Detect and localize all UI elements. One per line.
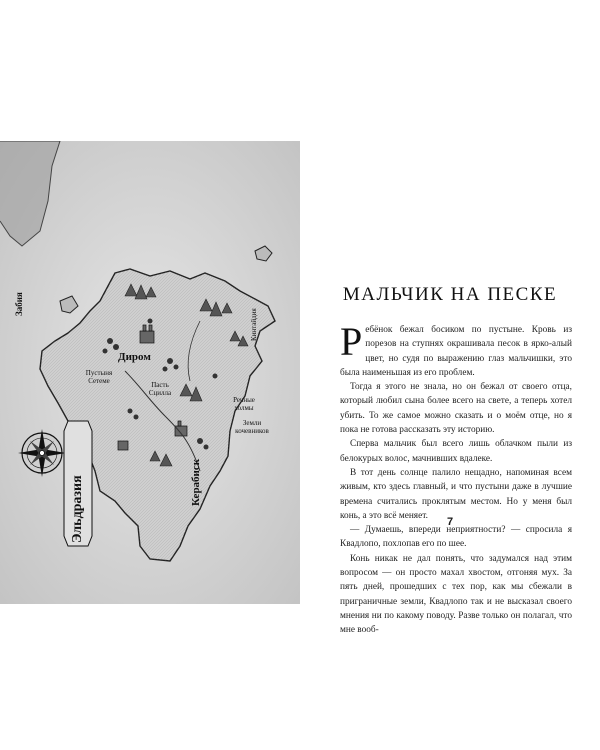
- map-label-mouth: Пасть Сцилла: [148, 381, 172, 397]
- paragraph-3: Сперва мальчик был всего лишь облачком пыли из белокурых волос, мачнивших вдалеке.: [340, 439, 572, 464]
- paragraph-6: Конь никак не дал понять, что задумался над этим вопросом — он просто махал хвостом, отгоняя мух. За пять дней, прошедших с тех пор, как мы сбежали в приграничные земли, Квадлопо так и не высказал своего мнения ни по какому поводу. Разве только он полагал, что мне вооб-: [340, 553, 572, 636]
- map-label-hills: Речные холмы: [233, 396, 255, 412]
- map-label-city-dirom: Диром: [118, 351, 151, 363]
- map-illustration: [0, 141, 300, 604]
- map-label-city-kerabisk: Керабиск: [190, 458, 202, 506]
- paragraph-1: [340, 319, 572, 380]
- drop-cap: Р: [340, 319, 363, 364]
- map-label-country: Эльдразия: [70, 475, 85, 543]
- chapter-title: МАЛЬЧИК НА ПЕСКЕ: [342, 284, 558, 305]
- paragraph-4: В тот день солнце палило нещадно, напоминая всем живым, кто здесь главный, и что пустыни даже в лучшие времена считались проклятым местом. Но у меня был конь, а это всё меняет.: [340, 467, 572, 521]
- map-label-desert: Пустыня Сетеме: [85, 369, 113, 385]
- map-label-region: Забия: [14, 292, 24, 316]
- paragraph-1-text: ебёнок бежал босиком по пустыне. Кровь из порезов на ступнях окрашивала песок в ярко-алый цвет, но судя по выражению глаз мальчишки, это была наименьшая из его проблем.: [340, 325, 572, 378]
- map-label-city-kintaydiya: Кинтайдия: [250, 308, 258, 341]
- paragraph-5: — Думаешь, впереди неприятности? — спросила я Квадлопо, похлопав его по шее.: [340, 525, 572, 550]
- paragraph-2: Тогда я этого не знала, но он бежал от своего отца, который любил сына более всего на свете, а теперь хотел убить. То же самое можно сказать и о моём отце, но я пока не готова рассказать эту историю.: [340, 382, 572, 436]
- text-page: [300, 141, 600, 636]
- map-page: [0, 141, 300, 604]
- map-label-nomad-lands: Земли кочевников: [235, 419, 269, 435]
- page-number: 7: [446, 516, 454, 528]
- body-text: [340, 319, 572, 638]
